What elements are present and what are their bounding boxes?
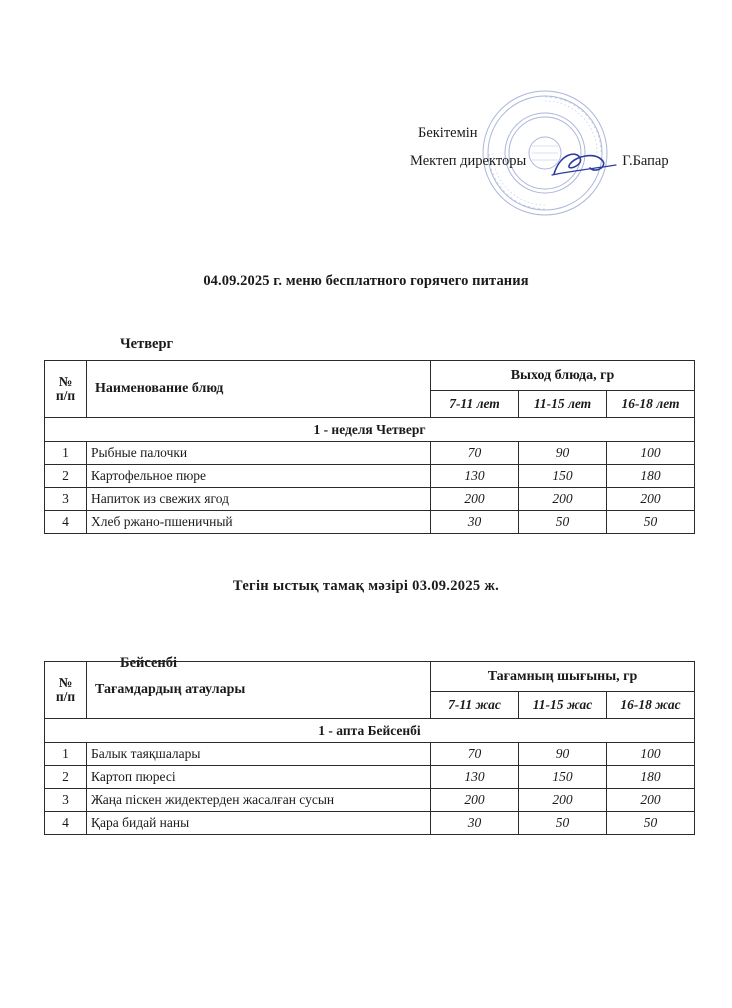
page-title-ru: 04.09.2025 г. меню бесплатного горячего питания	[203, 273, 529, 289]
weekday-label-ru: Четверг	[120, 336, 174, 352]
row-value-11-15: 200	[519, 488, 607, 511]
table-row	[45, 789, 695, 812]
row-value-7-11: 130	[431, 465, 519, 488]
row-index: 1	[45, 442, 87, 465]
row-value-11-15: 90	[519, 442, 607, 465]
row-value-11-15: 150	[519, 766, 607, 789]
header-age-16-18: 16-18 лет	[607, 391, 695, 418]
row-index: 3	[45, 789, 87, 812]
table-header-row	[45, 361, 695, 391]
approval-director-label: Мектеп директоры	[410, 152, 527, 169]
header-age-11-15: 11-15 жас	[519, 692, 607, 719]
row-value-16-18: 200	[607, 789, 695, 812]
header-num: № п/п	[45, 662, 87, 719]
row-dish-name: Картоп пюресі	[87, 766, 431, 789]
row-dish-name: Хлеб ржано-пшеничный	[87, 511, 431, 534]
header-age-7-11: 7-11 лет	[431, 391, 519, 418]
row-value-16-18: 100	[607, 743, 695, 766]
table-header-row	[45, 662, 695, 692]
table-row	[45, 465, 695, 488]
row-value-16-18: 180	[607, 766, 695, 789]
row-value-16-18: 50	[607, 812, 695, 835]
row-value-11-15: 200	[519, 789, 607, 812]
weekday-label-kk: Бейсенбі	[120, 655, 178, 671]
row-dish-name: Рыбные палочки	[87, 442, 431, 465]
row-value-7-11: 200	[431, 789, 519, 812]
row-index: 4	[45, 511, 87, 534]
row-value-11-15: 150	[519, 465, 607, 488]
row-value-16-18: 180	[607, 465, 695, 488]
approval-director-name: Г.Бапар	[622, 152, 669, 169]
row-value-7-11: 70	[431, 743, 519, 766]
row-value-16-18: 200	[607, 488, 695, 511]
page-title-kk: Тегін ыстық тамақ мәзірі 03.09.2025 ж.	[232, 578, 500, 594]
row-dish-name: Балык таяқшалары	[87, 743, 431, 766]
week-divider-row	[45, 418, 695, 442]
row-value-7-11: 200	[431, 488, 519, 511]
header-num: № п/п	[45, 361, 87, 418]
approval-confirm-label: Бекітемін	[418, 125, 478, 141]
table-row	[45, 743, 695, 766]
table-row	[45, 766, 695, 789]
row-value-7-11: 70	[431, 442, 519, 465]
row-index: 4	[45, 812, 87, 835]
week-divider-row	[45, 719, 695, 743]
row-value-16-18: 50	[607, 511, 695, 534]
row-value-11-15: 50	[519, 511, 607, 534]
row-index: 1	[45, 743, 87, 766]
header-age-7-11: 7-11 жас	[431, 692, 519, 719]
row-value-7-11: 30	[431, 511, 519, 534]
row-value-7-11: 130	[431, 766, 519, 789]
row-dish-name: Қара бидай наны	[87, 812, 431, 835]
header-output: Выход блюда, гр	[431, 361, 695, 391]
header-age-11-15: 11-15 лет	[519, 391, 607, 418]
menu-table-ru	[44, 360, 695, 534]
row-dish-name: Картофельное пюре	[87, 465, 431, 488]
row-index: 2	[45, 465, 87, 488]
header-dish-name: Тағамдардың атаулары	[87, 662, 431, 719]
row-value-11-15: 50	[519, 812, 607, 835]
row-index: 2	[45, 766, 87, 789]
row-value-7-11: 30	[431, 812, 519, 835]
week-label: 1 - апта Бейсенбі	[45, 719, 695, 743]
approval-block	[410, 120, 669, 175]
row-value-11-15: 90	[519, 743, 607, 766]
week-label: 1 - неделя Четверг	[45, 418, 695, 442]
row-dish-name: Жаңа піскен жидектерден жасалған сусын	[87, 789, 431, 812]
table-row	[45, 442, 695, 465]
table-row	[45, 511, 695, 534]
header-dish-name: Наименование блюд	[87, 361, 431, 418]
header-age-16-18: 16-18 жас	[607, 692, 695, 719]
row-value-16-18: 100	[607, 442, 695, 465]
menu-table-kk	[44, 661, 695, 835]
table-row	[45, 488, 695, 511]
row-dish-name: Напиток из свежих ягод	[87, 488, 431, 511]
table-row	[45, 812, 695, 835]
row-index: 3	[45, 488, 87, 511]
header-output: Тағамның шығыны, гр	[431, 662, 695, 692]
